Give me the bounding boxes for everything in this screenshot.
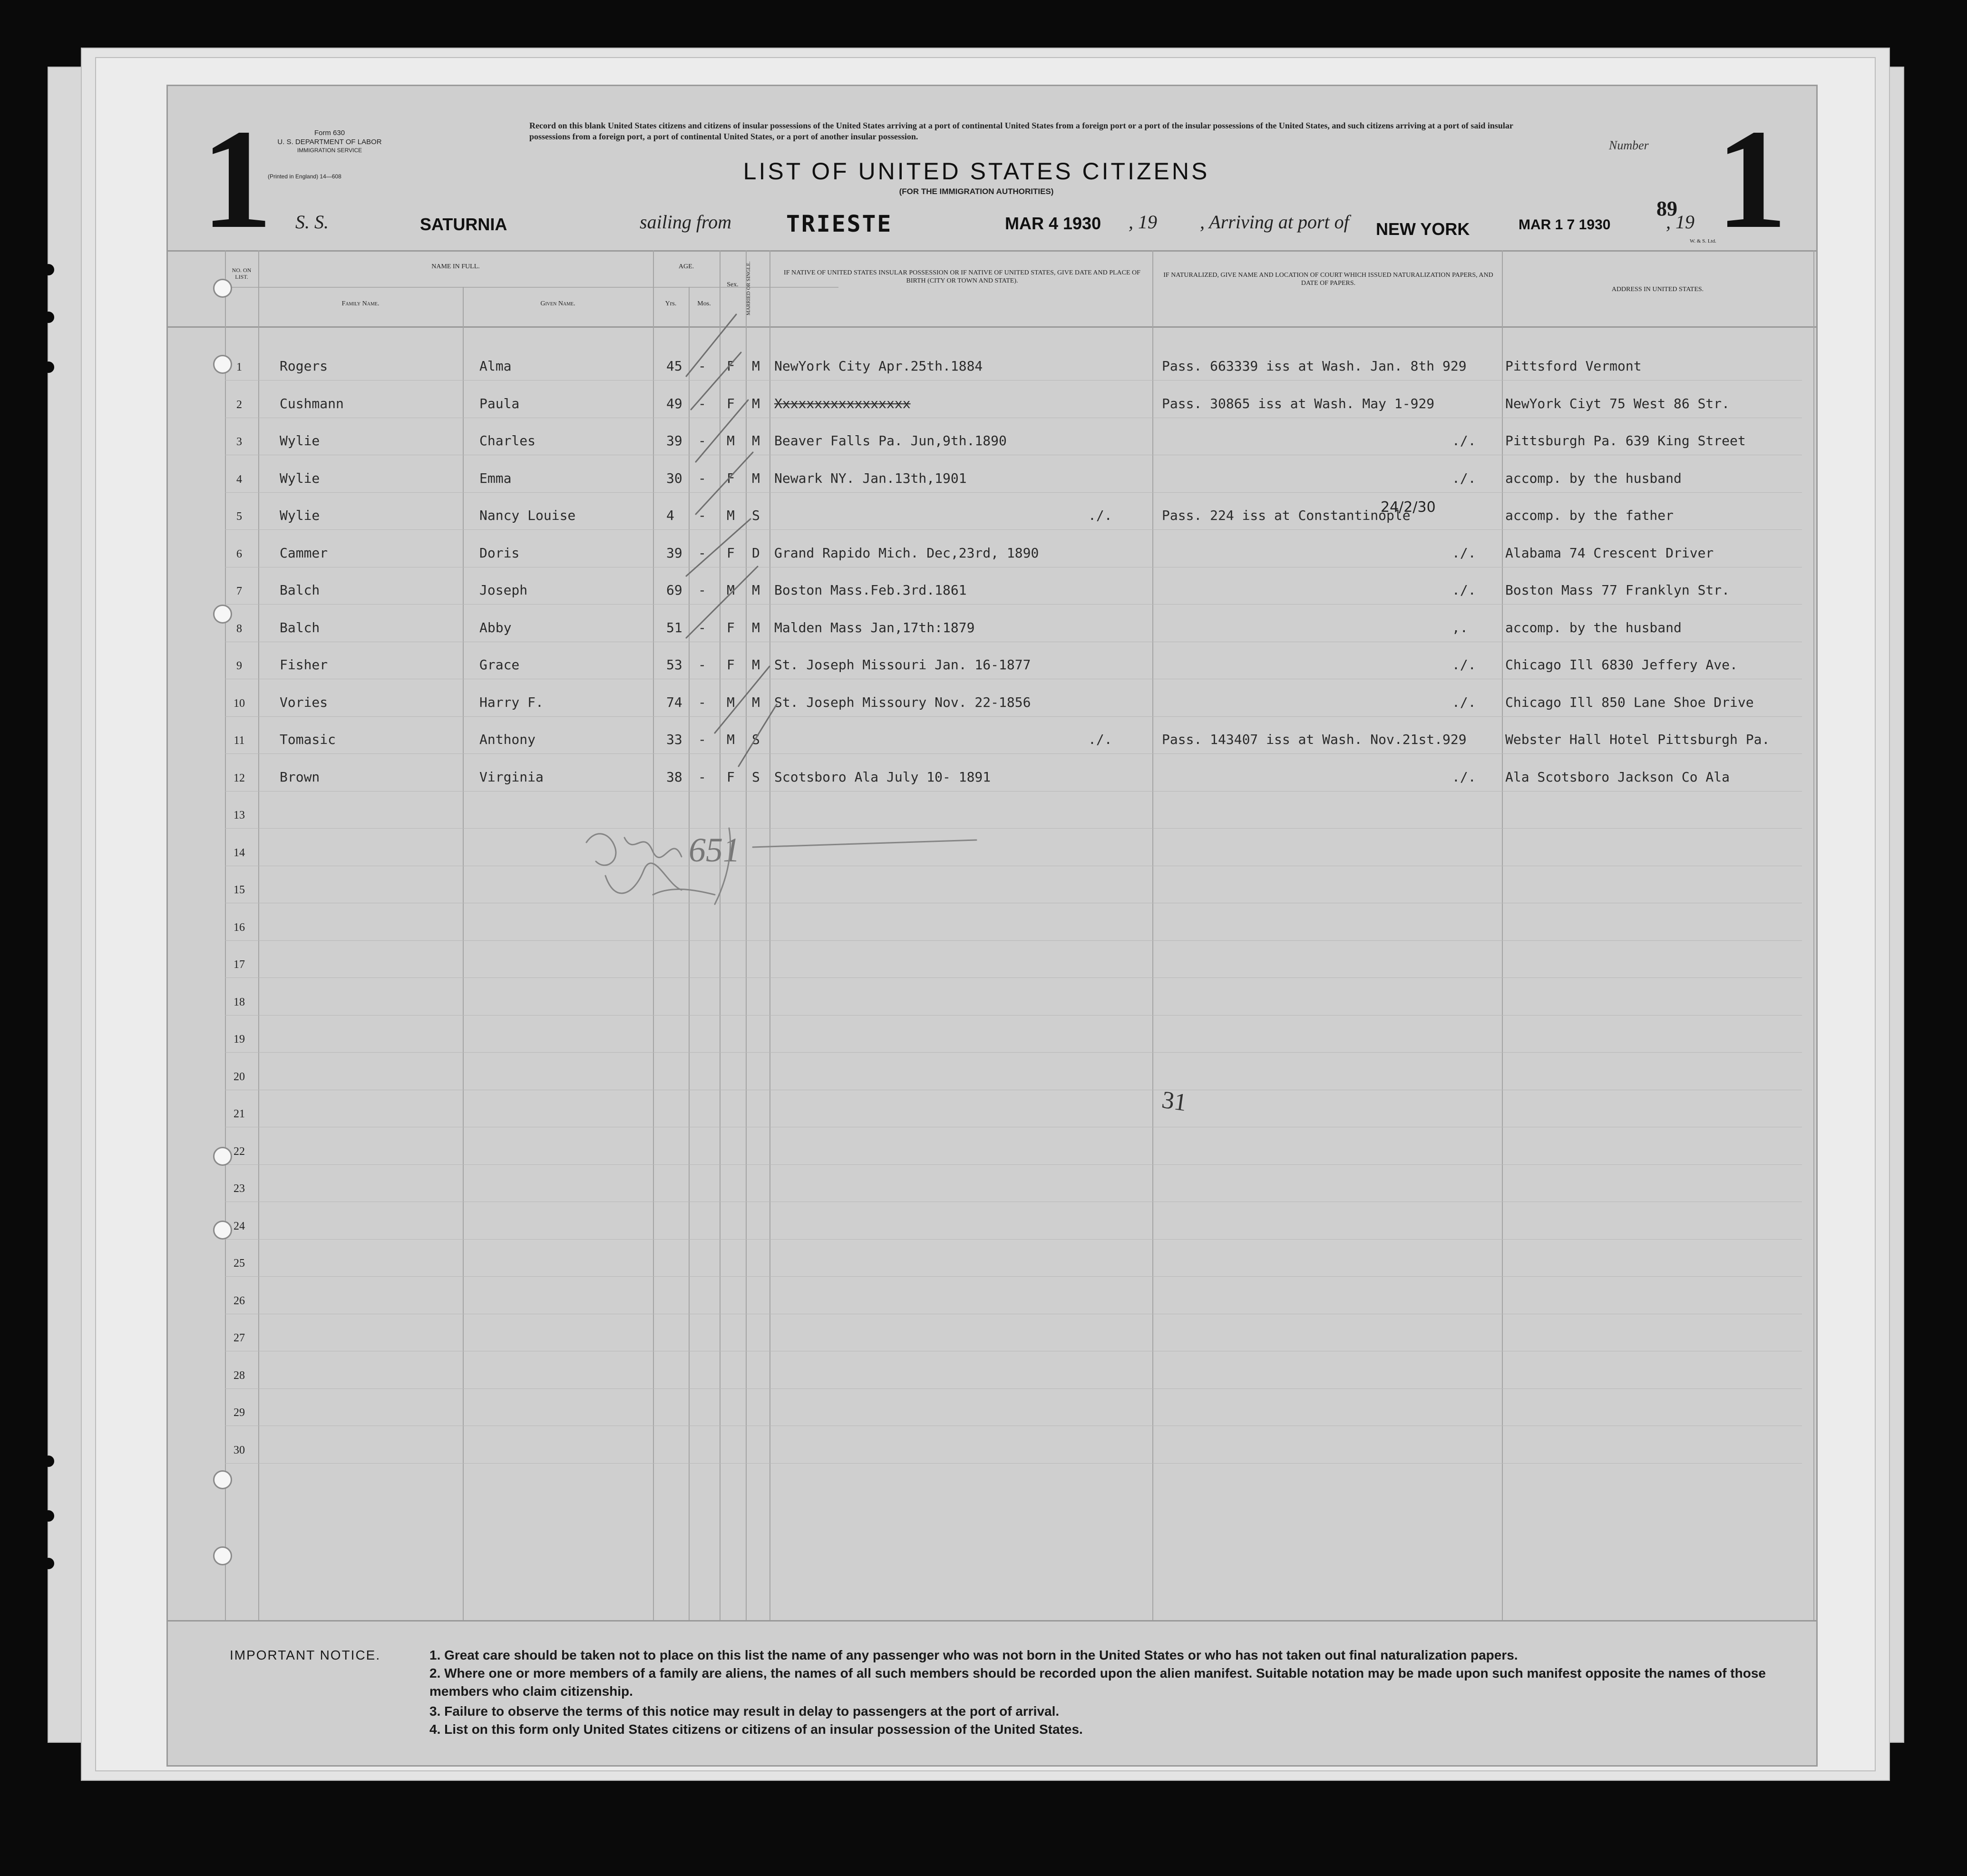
row-number: 11 [234,734,245,747]
age-years: 51 [666,619,682,635]
handwritten-annotation: 651 [689,831,740,869]
address: Boston Mass 77 Franklyn Str. [1505,582,1730,598]
marital-status: S [752,732,760,747]
address: Pittsford Vermont [1505,358,1642,374]
row-number: 14 [234,846,245,859]
address: Chicago Ill 850 Lane Shoe Drive [1505,694,1754,710]
instructions: Record on this blank United States citizens and citizens of insular possessions of the United States arriving at a port of continental United States from a foreign port or a port of the insular possessions of the United States, and such citizens arriving at a port of said insular possessions from a foreign port, a port of continental United States, or a port of another insular possession. [529,121,1513,142]
family-name: Cushmann [280,395,344,411]
given-name: Grace [479,657,520,673]
naturalization: ./. [1452,470,1476,486]
age-years: 38 [666,769,682,785]
age-years: 53 [666,657,682,673]
age-months: - [698,582,706,598]
notice-item: 2. Where one or more members of a family are aliens, the names of all such members should be recorded upon the alien manifest. Suitable notation may be made upon such manifest opposite the names of those members who claim citizenship. [429,1666,1766,1699]
notice-item: 4. List on this form only United States citizens or citizens of an insular possession of the United States. [429,1722,1083,1737]
table-bottom-border [168,1620,1816,1622]
given-name: Harry F. [479,694,544,710]
age-months: - [698,508,706,523]
service: IMMIGRATION SERVICE [297,147,362,154]
row-number: 28 [234,1369,245,1382]
naturalization: ./. [1452,433,1476,449]
sex: F [727,358,735,374]
row-number: 23 [234,1182,245,1195]
arrival-date: MAR 1 7 1930 [1519,217,1611,233]
notice-item: 1. Great care should be taken not to place on this list the name of any passenger who was not born in the United States or who has not taken out final naturalization papers. [429,1648,1518,1662]
address: accomp. by the husband [1505,470,1682,486]
sex: M [727,433,735,449]
punch-hole [213,605,232,624]
family-name: Wylie [280,433,320,449]
naturalization: ./. [1452,582,1476,598]
marital-status: S [752,769,760,785]
year-suffix: , 19 [1129,211,1157,233]
address: accomp. by the husband [1505,619,1682,635]
row-number: 19 [234,1033,245,1045]
age-months: - [698,657,706,673]
age-years: 74 [666,694,682,710]
punch-hole [213,355,232,374]
page-number-right: 1 [1716,100,1787,258]
page-number-annotation: 31 [1160,1086,1188,1117]
row-number: 10 [234,697,245,710]
row-number: 7 [236,585,242,597]
number-label: Number [1609,138,1649,152]
header-address: ADDRESS IN UNITED STATES. [1611,286,1704,293]
given-name: Nancy Louise [479,508,576,523]
age-months: - [698,545,706,561]
age-years: 45 [666,358,682,374]
age-years: 69 [666,582,682,598]
address: Pittsburgh Pa. 639 King Street [1505,433,1746,449]
age-months: - [698,769,706,785]
page-subtitle: (FOR THE IMMIGRATION AUTHORITIES) [899,187,1054,196]
birth-place-date: St. Joseph Missoury Nov. 22-1856 [774,694,1031,710]
port-from: TRIESTE [786,211,893,237]
row-number: 24 [234,1220,245,1232]
naturalization: Pass. 143407 iss at Wash. Nov.21st.929 [1162,732,1467,747]
header-age: AGE. [678,263,694,270]
birth-place-date: Beaver Falls Pa. Jun,9th.1890 [774,433,1007,449]
punch-hole [43,1510,54,1522]
punch-hole [213,1470,232,1489]
birth-place-date: Grand Rapido Mich. Dec,23rd, 1890 [774,545,1039,561]
age-months: - [698,433,706,449]
row-number: 4 [236,473,242,486]
arrival-number: 89 [1656,197,1677,220]
naturalization: Pass. 30865 iss at Wash. May 1-929 [1162,395,1435,411]
naturalization: Pass. 663339 iss at Wash. Jan. 8th 929 [1162,358,1467,374]
row-number: 25 [234,1257,245,1270]
age-years: 39 [666,433,682,449]
port-arrival: NEW YORK [1376,219,1470,239]
ss-label: S. S. [295,211,329,233]
naturalization: ./. [1452,545,1476,561]
sex: M [727,582,735,598]
row-number: 27 [234,1332,245,1344]
marital-status: S [752,508,760,523]
printer-mark: W. & S. Ltd. [1690,238,1716,244]
age-years: 33 [666,732,682,747]
naturalization: ,. [1452,619,1468,635]
header-family-name: Family Name. [341,300,380,307]
sex: F [727,769,735,785]
punch-hole [213,1546,232,1565]
date-annotation: 24/2/30 [1381,499,1436,516]
header-naturalized: IF NATURALIZED, GIVE NAME AND LOCATION OF COURT WHICH ISSUED NATURALIZATION PAPERS, AND DATE OF PAPERS. [1163,272,1493,287]
row-number: 6 [236,547,242,560]
birth-place-date: Scotsboro Ala July 10- 1891 [774,769,991,785]
row-number: 21 [234,1108,245,1120]
given-name: Emma [479,470,512,486]
age-months: - [698,470,706,486]
family-name: Fisher [280,657,328,673]
header-mos: Mos. [697,300,711,307]
address: accomp. by the father [1505,508,1674,523]
given-name: Charles [479,433,536,449]
age-years: 4 [666,508,674,523]
birth-place-date: ./. [1088,508,1112,523]
birth-place-date: Xxxxxxxxxxxxxxxxx [774,395,911,411]
header-name-in-full: NAME IN FULL. [431,263,480,270]
row-number: 12 [234,772,245,784]
naturalization: Pass. 224 iss at Constantinople [1162,508,1411,523]
punch-hole [43,1558,54,1569]
row-number: 22 [234,1145,245,1158]
notice-label: IMPORTANT NOTICE. [230,1648,381,1662]
notice-item: 3. Failure to observe the terms of this notice may result in delay to passengers at the port of arrival. [429,1704,1060,1719]
family-name: Cammer [280,545,328,561]
marital-status: D [752,545,760,561]
age-years: 30 [666,470,682,486]
punch-hole [43,362,54,373]
header-given-name: Given Name. [540,300,575,307]
row-number: 26 [234,1294,245,1307]
row-number: 2 [236,398,242,411]
sex: F [727,545,735,561]
marital-status: M [752,395,760,411]
naturalization: ./. [1452,694,1476,710]
header-native: IF NATIVE OF UNITED STATES INSULAR POSSESSION OR IF NATIVE OF UNITED STATES, GIVE DATE AND PLACE OF BIRTH (CITY OR TOWN AND STATE). [784,269,1140,284]
department: U. S. DEPARTMENT OF LABOR [277,137,382,146]
row-number: 13 [234,809,245,821]
sex: M [727,508,735,523]
header-yrs: Yrs. [665,300,677,307]
row-number: 9 [236,660,242,672]
birth-place-date: NewYork City Apr.25th.1884 [774,358,983,374]
marital-status: M [752,619,760,635]
header-sex: Sex. [727,281,739,288]
manifest-sheet [166,85,1818,1767]
punch-hole [213,279,232,298]
family-name: Tomasic [280,732,336,747]
sex: F [727,657,735,673]
given-name: Joseph [479,582,528,598]
row-number: 5 [236,510,242,523]
marital-status: M [752,470,760,486]
row-number: 30 [234,1444,245,1456]
year-suffix: , 19 [1666,211,1694,233]
row-number: 16 [234,921,245,934]
address: Ala Scotsboro Jackson Co Ala [1505,769,1730,785]
ship-name: SATURNIA [420,215,507,234]
sail-date: MAR 4 1930 [1005,214,1101,233]
age-years: 49 [666,395,682,411]
family-name: Rogers [280,358,328,374]
birth-place-date: Boston Mass.Feb.3rd.1861 [774,582,967,598]
birth-place-date: Newark NY. Jan.13th,1901 [774,470,967,486]
given-name: Abby [479,619,512,635]
marital-status: M [752,694,760,710]
address: Alabama 74 Crescent Driver [1505,545,1714,561]
birth-place-date: ./. [1088,732,1112,747]
row-number: 20 [234,1070,245,1083]
given-name: Alma [479,358,512,374]
given-name: Paula [479,395,520,411]
age-months: - [698,358,706,374]
row-number: 8 [236,622,242,635]
header-no-on-list: NO. ON LIST. [232,267,252,281]
family-name: Balch [280,582,320,598]
age-months: - [698,732,706,747]
given-name: Anthony [479,732,536,747]
given-name: Virginia [479,769,544,785]
age-years: 39 [666,545,682,561]
row-number: 1 [236,361,242,373]
page-title: LIST OF UNITED STATES CITIZENS [743,158,1210,185]
naturalization: ./. [1452,657,1476,673]
form-number: Form 630 [314,129,345,137]
birth-place-date: St. Joseph Missouri Jan. 16-1877 [774,657,1031,673]
row-number: 15 [234,884,245,896]
row-number: 17 [234,958,245,971]
pencil-marks [168,86,1816,1765]
printed-note: (Printed in England) 14—608 [268,173,341,180]
header-married-single: MARRIED OR SINGLE. [746,261,751,315]
punch-hole [43,264,54,275]
row-number: 3 [236,436,242,448]
row-number: 18 [234,996,245,1008]
family-name: Balch [280,619,320,635]
birth-place-date: Malden Mass Jan,17th:1879 [774,619,975,635]
age-months: - [698,619,706,635]
punch-hole [213,1147,232,1166]
page-number-left: 1 [201,100,273,258]
address: Chicago Ill 6830 Jeffery Ave. [1505,657,1738,673]
marital-status: M [752,582,760,598]
sex: F [727,395,735,411]
punch-hole [43,312,54,323]
address: NewYork Ciyt 75 West 86 Str. [1505,395,1730,411]
marital-status: M [752,358,760,374]
naturalization: ./. [1452,769,1476,785]
sex: F [727,470,735,486]
given-name: Doris [479,545,520,561]
sex: M [727,732,735,747]
sex: M [727,694,735,710]
address: Webster Hall Hotel Pittsburgh Pa. [1505,732,1770,747]
row-number: 29 [234,1407,245,1419]
family-name: Vories [280,694,328,710]
sex: F [727,619,735,635]
punch-hole [43,1456,54,1467]
marital-status: M [752,657,760,673]
marital-status: M [752,433,760,449]
punch-hole [213,1221,232,1240]
family-name: Wylie [280,470,320,486]
age-months: - [698,395,706,411]
sailing-from-label: sailing from [640,211,731,233]
age-months: - [698,694,706,710]
family-name: Wylie [280,508,320,523]
family-name: Brown [280,769,320,785]
arriving-label: , Arriving at port of [1200,211,1349,233]
